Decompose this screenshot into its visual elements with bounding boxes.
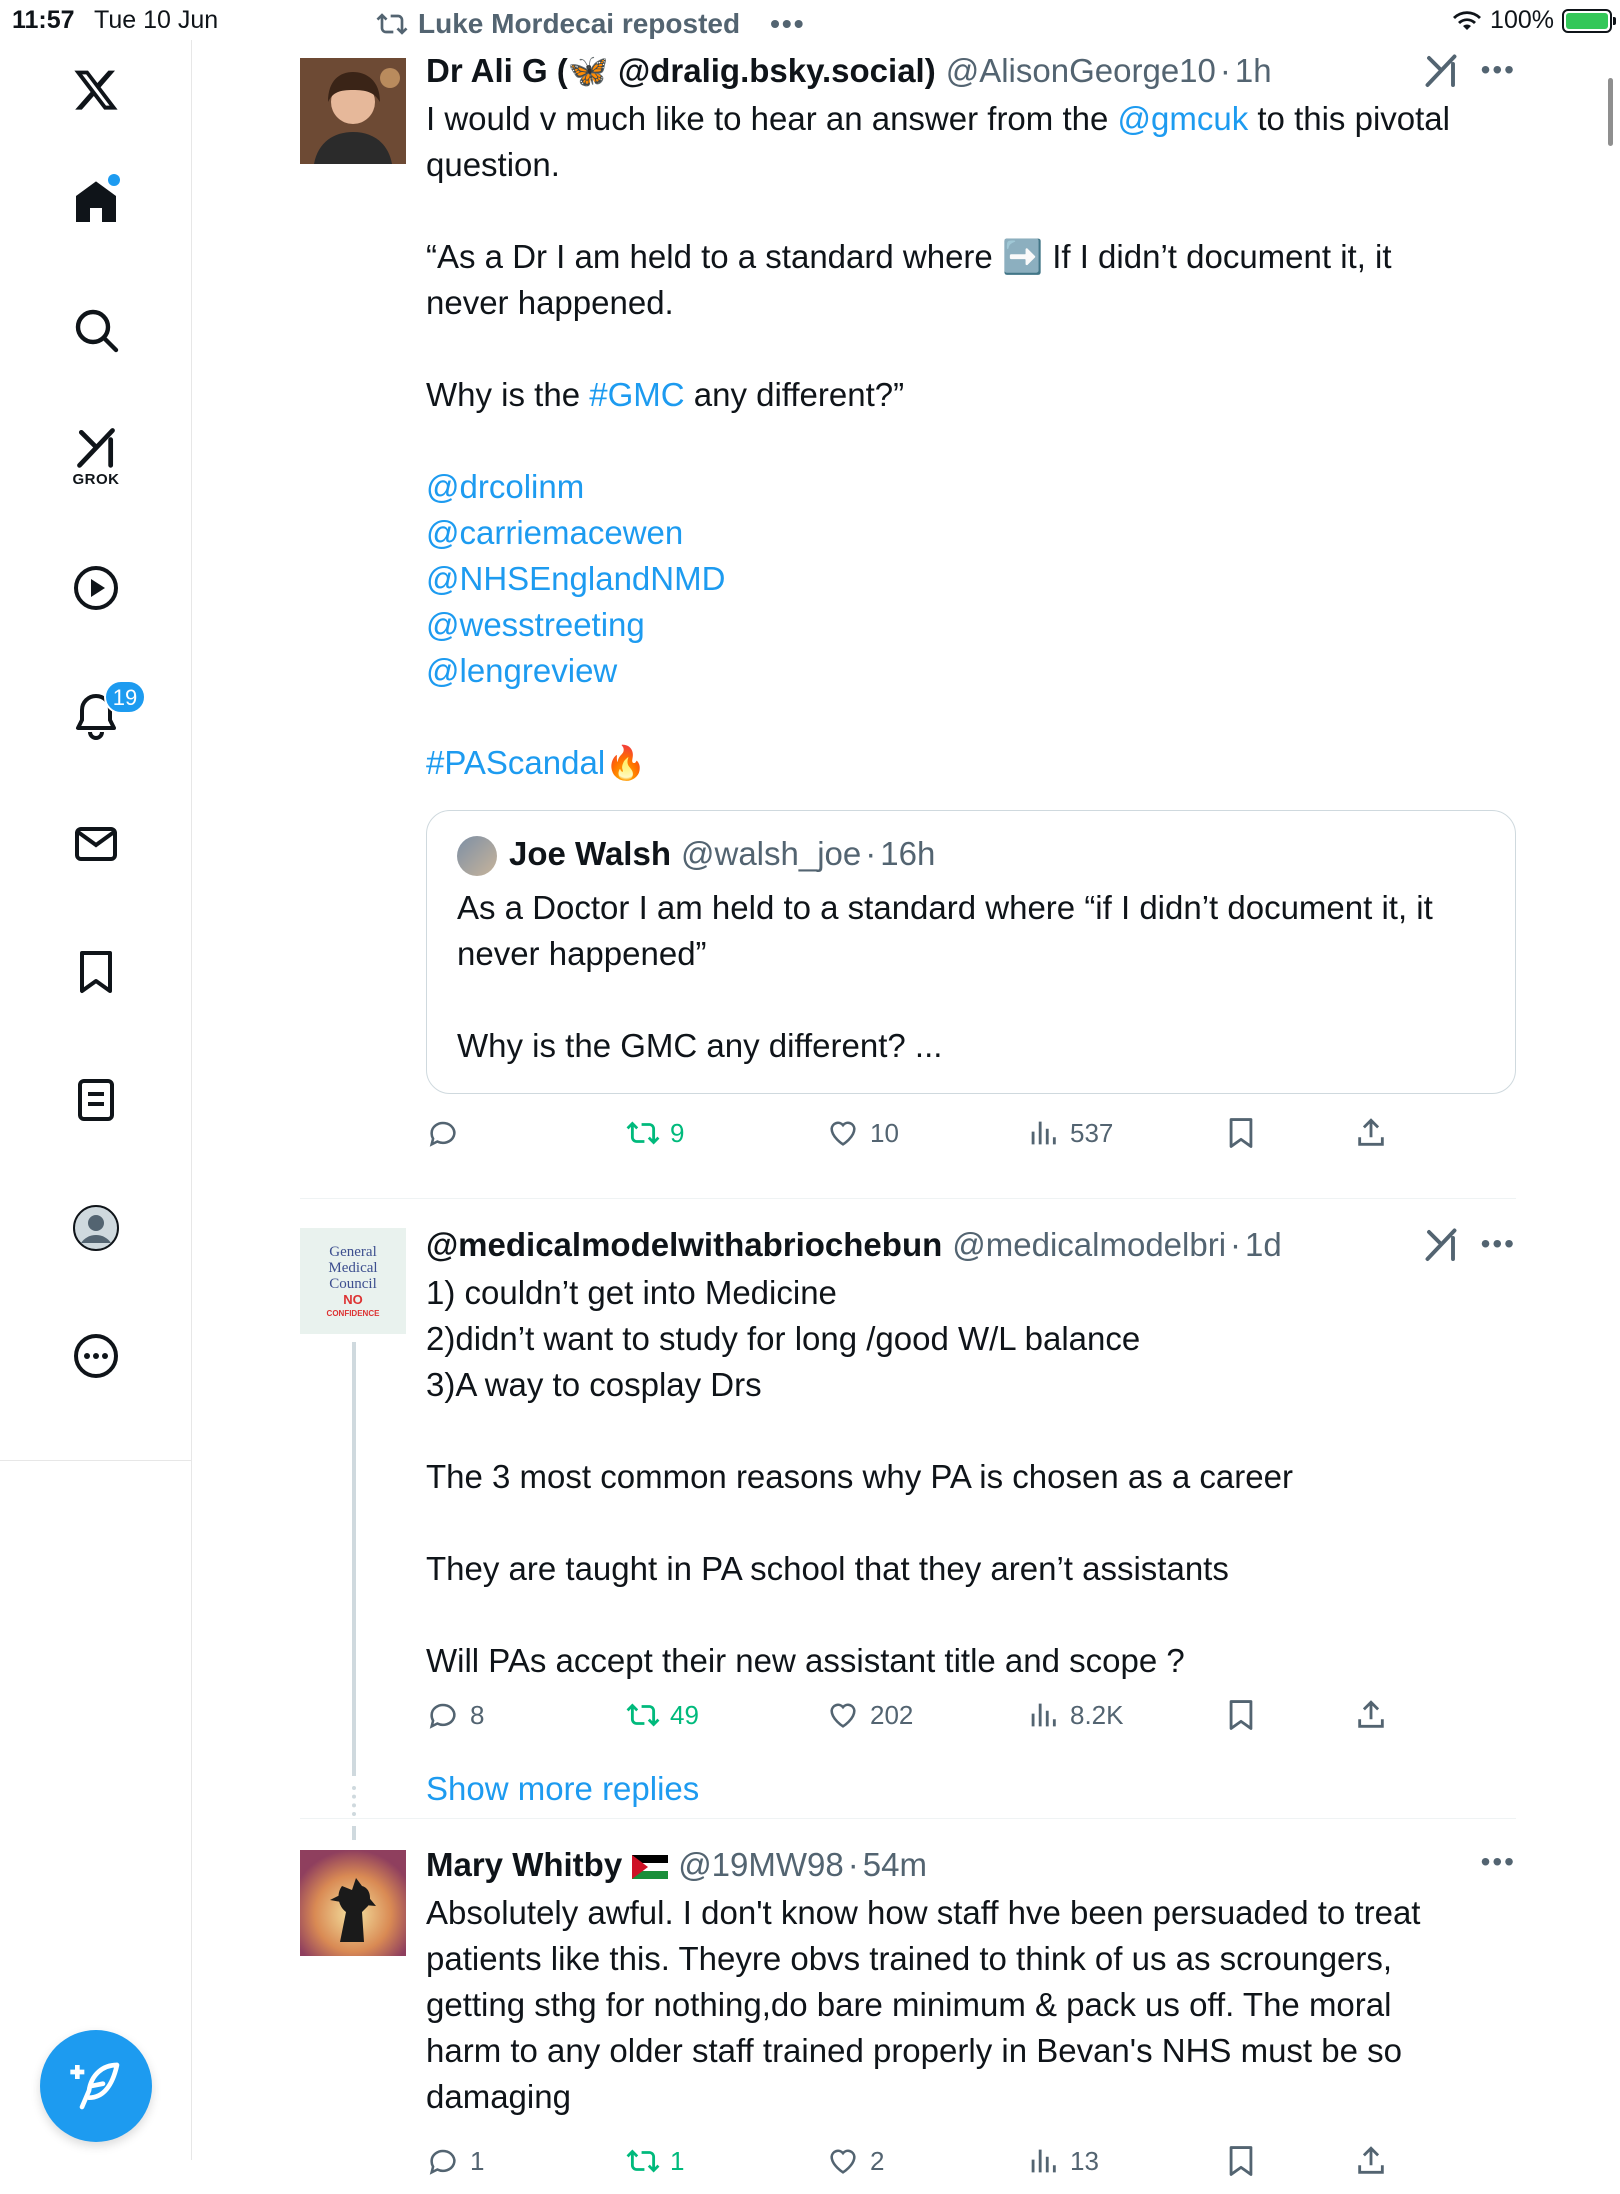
sidebar-item-notifications[interactable] <box>56 676 136 756</box>
tweet-time[interactable]: 1d <box>1245 1226 1282 1263</box>
grok-label: GROK <box>72 470 120 488</box>
status-time: 11:57 <box>12 6 75 34</box>
compose-post-button[interactable] <box>40 2030 152 2142</box>
reply-button[interactable] <box>426 1698 484 1732</box>
mention-link[interactable]: @lengreview <box>426 652 618 689</box>
heart-icon <box>826 1698 860 1732</box>
tweet-time[interactable]: 54m <box>862 1846 927 1883</box>
tweet-header: Dr Ali G (🦋 @dralig.bsky.social) @AlisonGeorge10 · 1h ••• <box>426 52 1516 89</box>
bookmark-icon <box>72 948 120 996</box>
author-handle[interactable]: @AlisonGeorge10 <box>945 52 1216 89</box>
status-date: Tue 10 Jun <box>94 6 219 34</box>
repost-icon <box>376 8 408 40</box>
home-unread-dot <box>108 174 120 186</box>
tweet-text: I would v much like to hear an answer from the @gmcuk to this pivotal question. “As a Dr I am held to a standard where ➡️ If I didn’t document it, it never happened. Why is the #GMC any different?” @drcolinm @carriemacewen @NHSEnglandNMD @wesstreeting @lengreview #PAScandal🔥 <box>426 96 1516 786</box>
status-bar <box>0 0 1620 40</box>
hashtag-link[interactable]: #PAScandal <box>426 744 606 781</box>
quoted-time: 16h <box>880 835 936 872</box>
tweet-more-icon[interactable]: ••• <box>1480 1846 1516 1877</box>
tweet-header: Mary Whitby @19MW98 · 54m ••• <box>426 1846 1516 1883</box>
show-more-replies-link[interactable]: Show more replies <box>426 1770 700 1807</box>
like-count: 10 <box>870 1117 899 1148</box>
sidebar-item-grok[interactable] <box>56 416 136 496</box>
fire-emoji-icon: 🔥 <box>605 744 647 781</box>
mention-link[interactable]: @carriemacewen <box>426 514 684 551</box>
sidebar <box>0 40 192 2160</box>
repost-count: 9 <box>670 1117 685 1148</box>
repost-header <box>376 6 806 42</box>
sidebar-divider <box>0 1460 192 1461</box>
grok-icon <box>74 425 118 469</box>
battery-icon <box>1562 9 1612 33</box>
status-right <box>1452 6 1612 35</box>
arrow-emoji-icon: ➡️ <box>1001 238 1044 275</box>
views-icon <box>1026 2144 1060 2178</box>
mention-link[interactable]: @wesstreeting <box>426 606 645 643</box>
mention-link[interactable]: @NHSEnglandNMD <box>426 560 726 597</box>
tweet-time[interactable]: 1h <box>1234 52 1272 89</box>
reply-count: 8 <box>470 1699 485 1730</box>
wifi-icon <box>1452 9 1482 33</box>
sidebar-item-profile[interactable] <box>56 1188 136 1268</box>
like-count: 2 <box>870 2145 885 2176</box>
quoted-avatar <box>457 836 497 876</box>
tweet-divider <box>300 1818 1516 1819</box>
heart-icon <box>826 2144 860 2178</box>
bookmark-icon <box>1224 1698 1258 1732</box>
heart-icon <box>826 1116 860 1150</box>
list-icon <box>72 1076 120 1124</box>
thread-line <box>352 1342 356 1776</box>
quoted-header: Joe Walsh @walsh_joe · 16h <box>457 835 1485 877</box>
repost-count: 49 <box>670 1699 699 1730</box>
play-icon <box>72 564 120 612</box>
repost-icon <box>626 2144 660 2178</box>
mention-link[interactable]: @drcolinm <box>426 468 585 505</box>
reply-icon <box>426 1698 460 1732</box>
views-button[interactable] <box>1026 1698 1124 1732</box>
reply-count: 1 <box>470 2145 485 2176</box>
sidebar-item-home[interactable] <box>56 162 136 242</box>
views-button[interactable] <box>1026 2144 1099 2178</box>
like-button[interactable] <box>826 2144 884 2178</box>
reply-icon <box>426 1116 460 1150</box>
sidebar-item-lists[interactable] <box>56 1060 136 1140</box>
scrollbar-thumb[interactable] <box>1608 78 1613 146</box>
svg-text:NO: NO <box>343 1292 363 1307</box>
bookmark-icon <box>1224 1116 1258 1150</box>
thread-line-dotted <box>352 1786 356 1816</box>
bookmark-button[interactable] <box>1224 2144 1258 2178</box>
svg-text:CONFIDENCE: CONFIDENCE <box>326 1309 380 1318</box>
search-icon <box>72 306 120 354</box>
repost-button[interactable] <box>626 2144 684 2178</box>
tweet-actions <box>426 2144 1516 2194</box>
reply-button[interactable] <box>426 1116 470 1150</box>
like-button[interactable] <box>826 1698 913 1732</box>
bookmark-icon <box>1224 2144 1258 2178</box>
quoted-text: As a Doctor I am held to a standard where “if I didn’t document it, it never happened” Why is the GMC any different? ... <box>457 889 1433 1064</box>
mail-icon <box>72 820 120 868</box>
grok-icon[interactable] <box>1423 1226 1459 1262</box>
sidebar-item-messages[interactable] <box>56 804 136 884</box>
author-handle[interactable]: @medicalmodelbri <box>952 1226 1227 1263</box>
share-icon <box>1354 2144 1388 2178</box>
reply-icon <box>426 2144 460 2178</box>
svg-text:Medical: Medical <box>328 1260 378 1276</box>
tweet-actions <box>426 1116 1516 1166</box>
battery-percent: 100% <box>1490 6 1554 34</box>
share-button[interactable] <box>1354 2144 1388 2178</box>
views-button[interactable] <box>1026 1116 1113 1150</box>
repost-icon <box>626 1698 660 1732</box>
tweet-actions <box>426 1698 1516 1748</box>
share-icon <box>1354 1698 1388 1732</box>
hashtag-link[interactable]: #GMC <box>589 376 685 413</box>
like-button[interactable] <box>826 1116 899 1150</box>
tweet-text: 1) couldn’t get into Medicine 2)didn’t want to study for long /good W/L balance 3)A way to cosplay Drs The 3 most common reasons why PA is chosen as a career They are taught in PA school that they aren’t assistants Will PAs accept their new assistant title and scope ? <box>426 1274 1293 1679</box>
sidebar-item-video[interactable] <box>56 548 136 628</box>
author-name[interactable]: Dr Ali G (🦋 @dralig.bsky.social) <box>426 52 936 89</box>
bookmark-button[interactable] <box>1224 1116 1258 1150</box>
bookmark-button[interactable] <box>1224 1698 1258 1732</box>
sidebar-item-more[interactable] <box>56 1316 136 1396</box>
profile-avatar-icon <box>72 1204 120 1252</box>
views-count: 8.2K <box>1070 1699 1124 1730</box>
svg-text:General: General <box>329 1244 377 1260</box>
avatar[interactable] <box>300 58 406 164</box>
svg-text:Council: Council <box>329 1276 377 1292</box>
reply-button[interactable] <box>426 2144 484 2178</box>
sidebar-item-search[interactable] <box>56 290 136 370</box>
sidebar-item-bookmarks[interactable] <box>56 932 136 1012</box>
repost-more-icon[interactable]: ••• <box>770 8 806 39</box>
thread-line <box>352 1826 356 1840</box>
tweet-header: @medicalmodelwithabriochebun @medicalmodelbri · 1d ••• <box>426 1226 1516 1263</box>
repost-count: 1 <box>670 2145 685 2176</box>
author-handle[interactable]: @19MW98 <box>678 1846 844 1883</box>
tweet-more-icon[interactable]: ••• <box>1480 54 1516 85</box>
flag-icon <box>632 1855 668 1879</box>
avatar[interactable] <box>300 1850 406 1956</box>
views-icon <box>1026 1698 1060 1732</box>
quoted-author-handle: @walsh_joe <box>681 835 862 872</box>
author-name[interactable]: Mary Whitby <box>426 1846 623 1883</box>
share-button[interactable] <box>1354 1698 1388 1732</box>
grok-icon[interactable] <box>1423 52 1459 88</box>
author-name[interactable]: @medicalmodelwithabriochebun <box>426 1226 943 1263</box>
x-logo-icon[interactable] <box>56 50 136 130</box>
like-count: 202 <box>870 1699 914 1730</box>
repost-button[interactable] <box>626 1116 684 1150</box>
compose-feather-icon <box>68 2058 124 2114</box>
mention-link[interactable]: @gmcuk <box>1117 100 1249 137</box>
tweet-text: Absolutely awful. I don't know how staff hve been persuaded to treat patients like this. Theyre obvs trained to think of us as scroungers, getting sthg for nothing,do bare minimum & pack us off. The moral harm to any older staff trained properly in Bevan's NHS must be so damaging <box>426 1894 1421 2115</box>
repost-icon <box>626 1116 660 1150</box>
avatar[interactable] <box>300 1228 406 1334</box>
share-button[interactable] <box>1354 1116 1388 1150</box>
repost-text[interactable]: Luke Mordecai reposted <box>418 8 741 39</box>
more-circle-icon <box>72 1332 120 1380</box>
tweet-divider <box>300 1198 1516 1199</box>
quoted-author-name: Joe Walsh <box>509 835 671 872</box>
quoted-tweet[interactable] <box>426 810 1516 1094</box>
views-icon <box>1026 1116 1060 1150</box>
tweet-more-icon[interactable]: ••• <box>1480 1228 1516 1259</box>
views-count: 537 <box>1070 1117 1114 1148</box>
notifications-badge: 19 <box>104 680 146 714</box>
share-icon <box>1354 1116 1388 1150</box>
repost-button[interactable] <box>626 1698 699 1732</box>
views-count: 13 <box>1070 2145 1099 2176</box>
